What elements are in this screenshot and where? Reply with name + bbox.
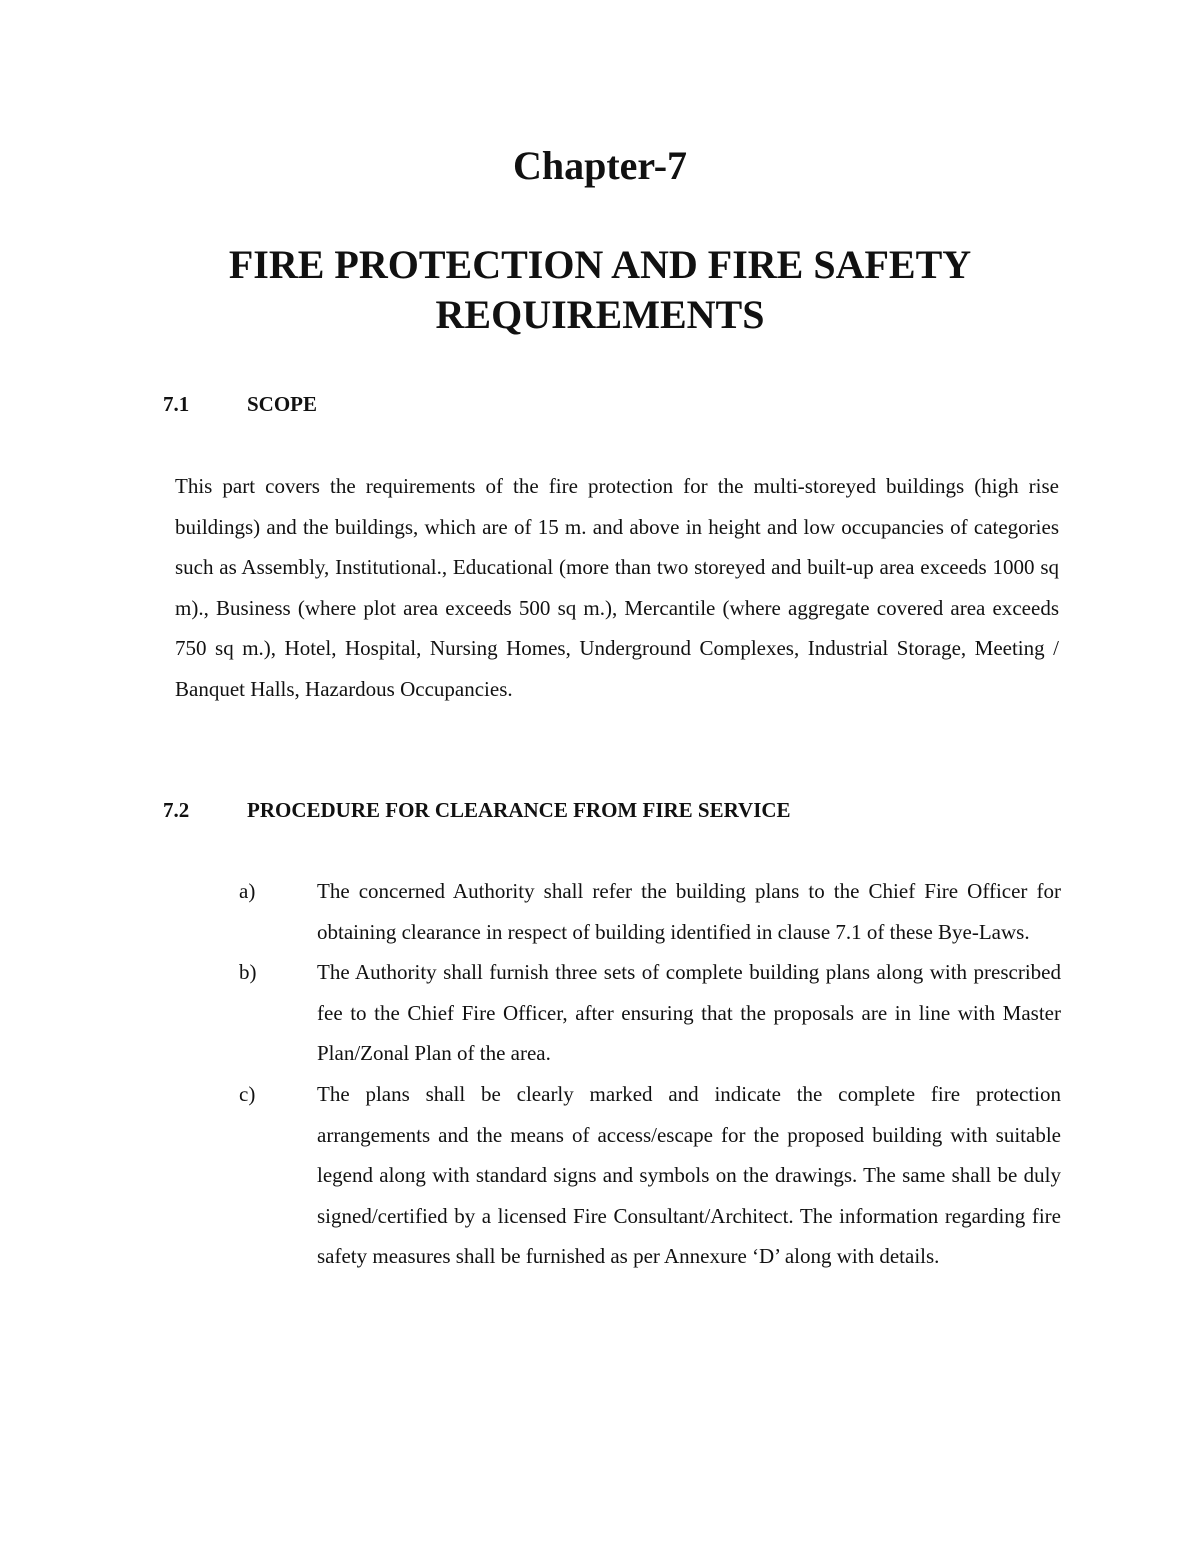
section-number: 7.2 [163,798,190,822]
chapter-title [0,240,1200,340]
section-number: 7.1 [163,392,190,416]
list-item-text: The concerned Authority shall refer the building plans to the Chief Fire Officer for obtaining clearance in respect of building identified in clause 7.1 of these Bye-Laws. [317,879,1061,944]
section-title: PROCEDURE FOR CLEARANCE FROM FIRE SERVICE [247,798,791,822]
section-heading-7-1 [163,390,317,418]
list-item-text: The Authority shall furnish three sets of complete building plans along with prescribed fee to the Chief Fire Officer, after ensuring that the proposals are in line with Master Plan/Zonal Plan of the area. [317,960,1061,1066]
scope-paragraph: This part covers the requirements of the fire protection for the multi-storeyed buildings (high rise buildings) and the buildings, which are of 15 m. and above in height and low occupancies of categories such as Assembly, Institutional., Educational (more than two storeyed and built-up area exceeds 1000 sq m)., Business (where plot area exceeds 500 sq m.), Mercantile (where aggregate covered area exceeds 750 sq m.), Hotel, Hospital, Nursing Homes, Underground Complexes, Industrial Storage, Meeting / Banquet Halls, Hazardous Occupancies. [175,474,1059,701]
list-item-marker: b) [239,960,257,985]
list-item-marker: a) [239,879,256,903]
chapter-title-line-2: REQUIREMENTS [435,292,765,337]
chapter-title-line-1: FIRE PROTECTION AND FIRE SAFETY [228,242,972,287]
list-item [239,952,1061,1074]
chapter-label: Chapter-7 [512,143,688,188]
list-item-text: The plans shall be clearly marked and indicate the complete fire protection arrangements and the means of access/escape for the proposed building with suitable legend along with standard signs and symbols on the drawings. The same shall be duly signed/certified by a licensed Fire Consultant/Architect. The information regarding fire safety measures shall be furnished as per Annexure ‘D’ along with details. [317,1081,1061,1269]
list-item [239,871,1061,952]
section-heading-7-2 [163,796,791,824]
procedure-list [239,871,1061,1277]
section-title: SCOPE [247,392,318,416]
list-item [239,1074,1061,1277]
list-item-marker: c) [239,1081,256,1106]
